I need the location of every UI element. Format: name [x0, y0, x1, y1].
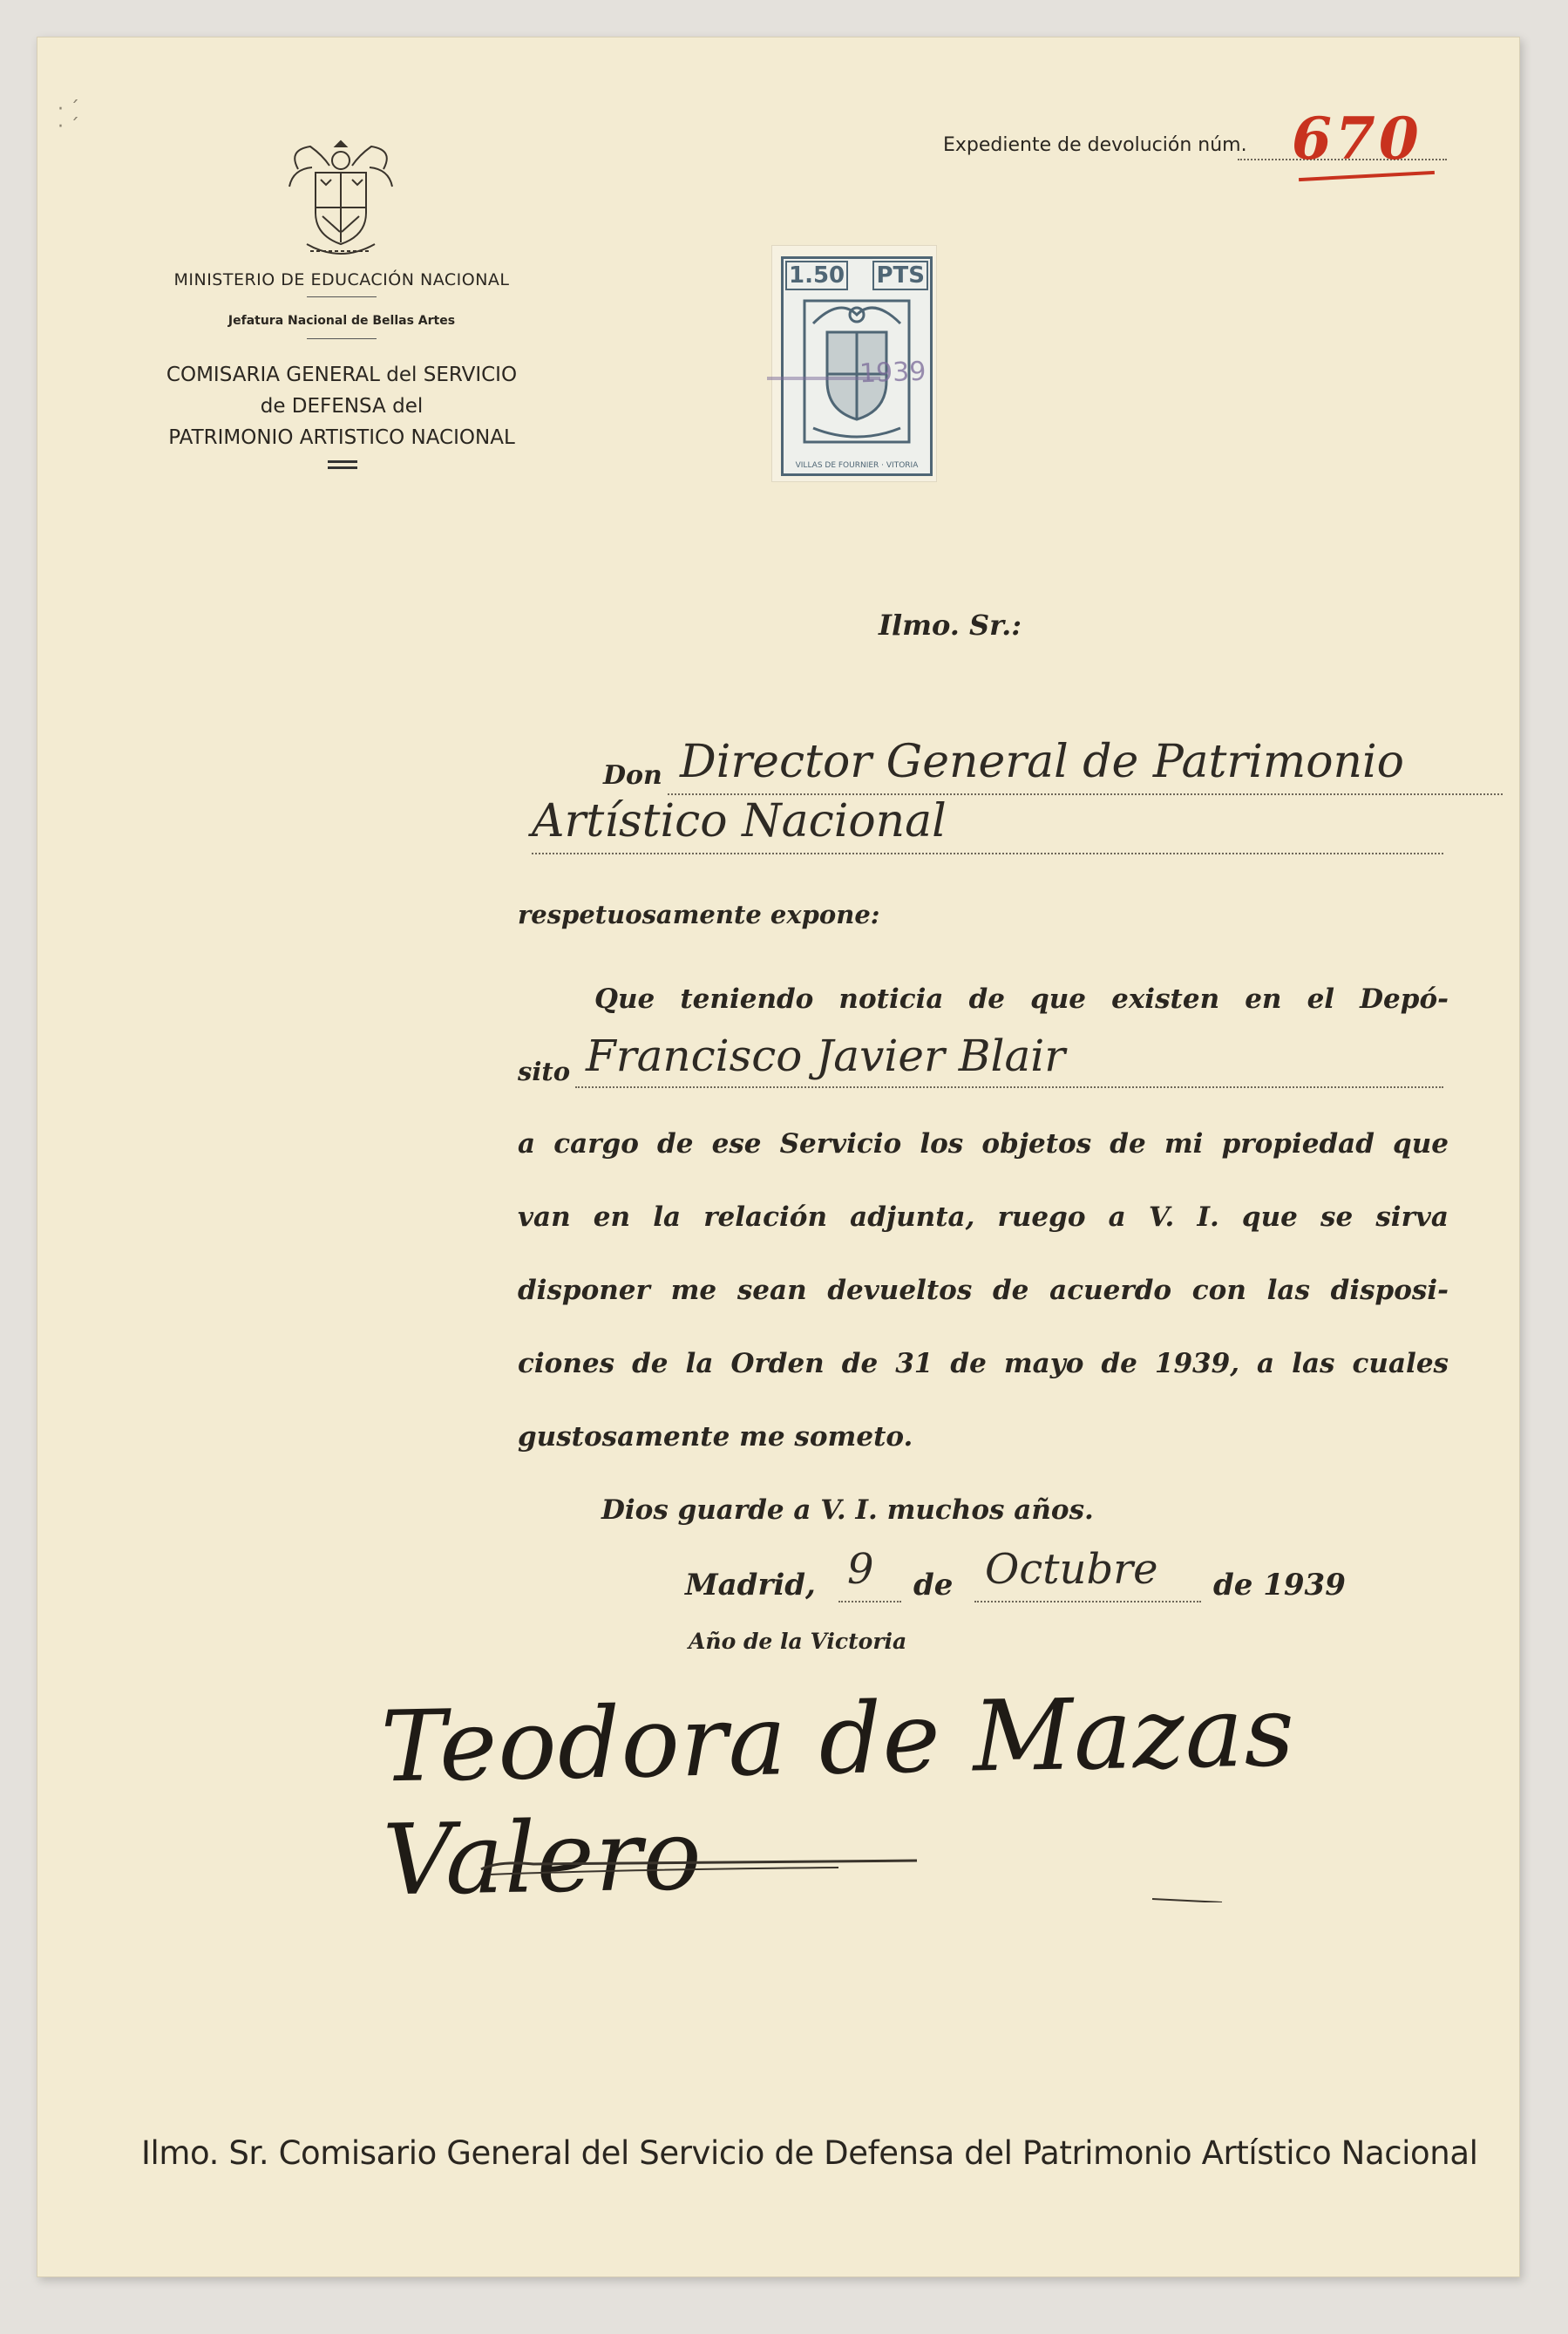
- don-name-line-2: Artístico Nacional: [532, 795, 947, 847]
- month-rule: [974, 1601, 1201, 1602]
- don-label: Don: [603, 760, 662, 791]
- stamp-postmark: 1939: [859, 356, 927, 390]
- revenue-stamp: [772, 246, 936, 481]
- footer-addressee: Ilmo. Sr. Comisario General del Servicio de Defensa del Patrimonio Artístico Nacional: [141, 2134, 1478, 2172]
- coat-of-arms-icon: [281, 134, 401, 265]
- date-place: Madrid,: [685, 1568, 816, 1602]
- body-line-1: Que teniendo noticia de que existen en el Depó-: [594, 983, 1449, 1015]
- jefatura-name: Jefatura Nacional de Bellas Artes: [227, 314, 456, 328]
- body-line-3: a cargo de ese Servicio los objetos de mi propiedad que: [518, 1128, 1449, 1160]
- deposito-rule: [575, 1086, 1443, 1088]
- double-bar-ornament: [328, 460, 357, 469]
- don-name-line-1: Director General de Patrimonio: [680, 736, 1404, 788]
- sito-label: sito: [518, 1057, 571, 1086]
- expediente-number: 670: [1292, 105, 1422, 173]
- expone-text: respetuosamente expone:: [518, 900, 880, 929]
- comisaria-line-3: PATRIMONIO ARTISTICO NACIONAL: [168, 426, 515, 449]
- date-year: de 1939: [1213, 1568, 1346, 1602]
- header-divider-2: [307, 338, 377, 339]
- body-line-5: disponer me sean devueltos de acuerdo con las disposi-: [518, 1275, 1449, 1306]
- header-divider: [307, 296, 377, 297]
- stamp-value-right: PTS: [872, 261, 928, 290]
- year-motto: Año de la Victoria: [689, 1629, 907, 1654]
- stamp-printer: VILLAS DE FOURNIER · VITORIA: [795, 461, 919, 470]
- body-line-4: van en la relación adjunta, ruego a V. I. que se sirva: [518, 1201, 1449, 1233]
- comisaria-line-1: COMISARIA GENERAL del SERVICIO: [166, 364, 518, 386]
- date-de-1: de: [913, 1568, 954, 1602]
- comisaria-block: [124, 359, 560, 453]
- deposito-name: Francisco Javier Blair: [586, 1031, 1066, 1081]
- document-page: [37, 37, 1520, 2277]
- body-line-7: gustosamente me someto.: [518, 1421, 913, 1453]
- signature-underline-strokes: [472, 1850, 1309, 1902]
- postmark-bar: [767, 377, 880, 380]
- stamp-value-left: 1.50: [785, 261, 848, 290]
- edge-marks: · ˊ · ˊ: [58, 99, 79, 138]
- comisaria-line-2: de DEFENSA del: [260, 395, 424, 418]
- expediente-label: Expediente de devolución núm.: [943, 134, 1247, 156]
- signature: Teodora de Mazas Valero: [379, 1675, 1296, 1918]
- ministry-name: MINISTERIO DE EDUCACIÓN NACIONAL: [173, 270, 510, 289]
- day-rule: [838, 1601, 901, 1602]
- body-line-6: ciones de la Orden de 31 de mayo de 1939, a las cuales: [518, 1348, 1449, 1379]
- don-name-line-2-rule: [532, 853, 1443, 854]
- date-day: 9: [847, 1545, 874, 1594]
- date-month: Octubre: [985, 1545, 1158, 1594]
- closing: Dios guarde a V. I. muchos años.: [601, 1494, 1094, 1526]
- salutation: Ilmo. Sr.:: [879, 609, 1022, 642]
